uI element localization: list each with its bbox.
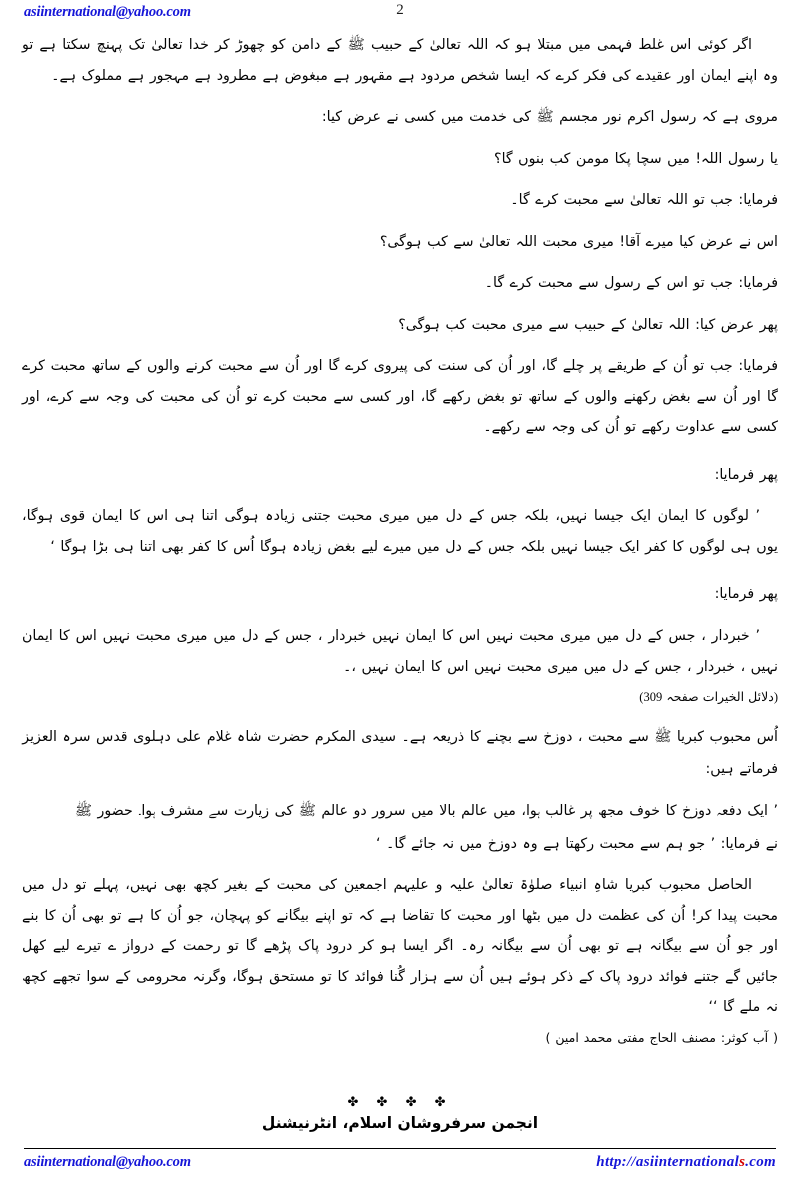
spacer bbox=[22, 564, 778, 579]
source-citation: ( آب کوثر: مصنف الحاج مفتی محمد امین ) bbox=[545, 1029, 778, 1045]
spacer bbox=[22, 713, 778, 722]
footer-email-link[interactable]: asiinternational@yahoo.com bbox=[24, 1154, 191, 1170]
spacer bbox=[22, 787, 778, 796]
page-footer bbox=[0, 1154, 800, 1184]
question-1: یا رسول اللہ! میں سچا پکا مومن کب بنوں گا؟ bbox=[494, 150, 778, 167]
spacer bbox=[22, 612, 778, 621]
vision-quote-line-1: ’ ایک دفعہ دوزخ کا خوف مجھ پر غالب ہوا، میں عالم بالا میں سرور دو عالم ﷺ کی زیارت سے مشرف ہوا۔ حضور ﷺ bbox=[74, 802, 778, 819]
spacer bbox=[22, 445, 778, 460]
paragraph-shah-ghulam-ali: اُس محبوب کبریا ﷺ سے محبت ، دوزخ سے بچنے کا ذریعہ ہے۔ سیدی المکرم حضرت شاہ غلام علی دہلوی قدس سرہ العزیز bbox=[22, 728, 778, 745]
hadith-quote-1: ’ لوگوں کا ایمان ایک جیسا نہیں، بلکہ جس کے دل میں میری محبت جتنی زیادہ ہوگی اتنا ہی اس کا ایمان قوی ہوگا، یوں ہی لوگوں کا کفر ایک جیسا نہیں بلکہ جس کے دل میں میرے لیے بغض زیادہ ہوگا اُس کا کفر بھی اتنا ہی بڑا ہوگا ‘ bbox=[22, 508, 778, 555]
spacer bbox=[22, 492, 778, 501]
paragraph-conclusion: الحاصل محبوب کبریا شاہِ انبیاء صلوٰۃ تعالیٰ علیہ و علیہم اجمعین کی محبت کے بغیر کچھ بھی نہیں، پہلے تو دل میں محبت پیدا کر! اُن کی عظمت دل میں بٹھا اور محبت کا تقاضا ہے کہ تو اپنے بیگانے کو پہچان، جو اُن کا ہے تو بھی اُن کا بنے اور جو اُن سے بیگانہ ہے تو بھی اُن سے بیگانہ رہ۔ اگر ایسا ہو کر درود پاک پڑھے گا تو رحمت کے درواز ے تیرے لیے کھل جائیں گے جتنے فوائد درود پاک کے ذکر ہوئے ہیں اُن سے ہزار گُنا فوائد کا تو مستحق ہوگا، وگرنہ محرومی کے سوا تجھے کچھ نہ ملے گا ‘‘ bbox=[22, 877, 778, 1016]
question-2: اس نے عرض کیا میرے آقا! میری محبت اللہ تعالیٰ سے کب ہوگی؟ bbox=[379, 233, 778, 250]
spacer bbox=[22, 176, 778, 185]
spacer bbox=[22, 301, 778, 310]
question-3: پھر عرض کیا: اللہ تعالیٰ کے حبیب سے میری محبت کب ہوگی؟ bbox=[398, 316, 778, 333]
footer-divider bbox=[24, 1148, 776, 1149]
footer-url-prefix: http://asiinternational bbox=[596, 1154, 740, 1170]
footer-url-suffix: .com bbox=[745, 1154, 776, 1170]
spacer bbox=[22, 93, 778, 102]
spacer bbox=[22, 218, 778, 227]
vision-quote-line-2: نے فرمایا: ’ جو ہم سے محبت رکھتا ہے وہ دوزخ میں نہ جائے گا۔ ‘ bbox=[376, 835, 778, 852]
paragraph-narration: مروی ہے کہ رسول اکرم نور مجسم ﷺ کی خدمت میں کسی نے عرض کیا: bbox=[321, 109, 778, 126]
decorative-ornaments: ✤ ✤ ✤ ✤ bbox=[347, 1095, 453, 1110]
quote-2-reference: (دلائل الخیرات صفحہ 309) bbox=[639, 690, 778, 705]
hadith-quote-2: ’ خبردار ، جس کے دل میں میری محبت نہیں اس کا ایمان نہیں خبردار ، جس کے دل میں میری محبت نہیں اس کا ایمان نہیں ، خبردار ، جس کے دل میں میری محبت نہیں اس کا ایمان نہیں ،۔ bbox=[22, 627, 778, 675]
spacer bbox=[22, 135, 778, 144]
footer-url-highlight: s bbox=[739, 1154, 746, 1170]
spacer bbox=[22, 861, 778, 870]
paragraph-shah-ghulam-ali-tail: فرماتے ہیں: bbox=[705, 761, 778, 778]
page-header bbox=[0, 0, 800, 34]
paragraph-intro: اگر کوئی اس غلط فہمی میں مبتلا ہو کہ اللہ تعالیٰ کے حبیب ﷺ کے دامن کو چھوڑ کر خدا تعالیٰ تک پہنچ سکتا ہے تو وہ اپنے ایمان اور عقیدے کی فکر کرے کہ ایسا شخص مردود ہے مقہور ہے مبغوض ہے مطرود ہے مہجور ہے مملوک ہے۔ bbox=[22, 37, 778, 84]
answer-2: فرمایا: جب تو اس کے رسول سے محبت کرے گا۔ bbox=[484, 275, 778, 292]
document-body bbox=[22, 30, 778, 1054]
footer-website-link[interactable] bbox=[596, 1154, 776, 1171]
page-number: 2 bbox=[396, 2, 404, 18]
spacer bbox=[22, 259, 778, 268]
organization-name: انجمن سرفروشان اسلام، انٹرنیشنل bbox=[261, 1114, 539, 1132]
answer-1: فرمایا: جب تو اللہ تعالیٰ سے محبت کرے گا۔ bbox=[510, 192, 778, 209]
then-said-label-2: پھر فرمایا: bbox=[714, 586, 778, 603]
spacer bbox=[22, 342, 778, 351]
header-email-link[interactable]: asiinternational@yahoo.com bbox=[24, 4, 191, 20]
then-said-label-1: پھر فرمایا: bbox=[714, 466, 778, 483]
answer-3: فرمایا: جب تو اُن کے طریقے پر چلے گا، اور اُن کی سنت کی پیروی کرے گا اور اُن سے محبت کرنے والوں کے ساتھ محبت کرے گا اور اُن سے بغض رکھنے والوں کے ساتھ تو بغض رکھے گا، اور کسی سے محبت کرے تو اُن کی محبت کی وجہ سے کرے، اور کسی سے عداوت رکھے تو اُن کی وجہ سے رکھے۔ bbox=[22, 358, 778, 436]
